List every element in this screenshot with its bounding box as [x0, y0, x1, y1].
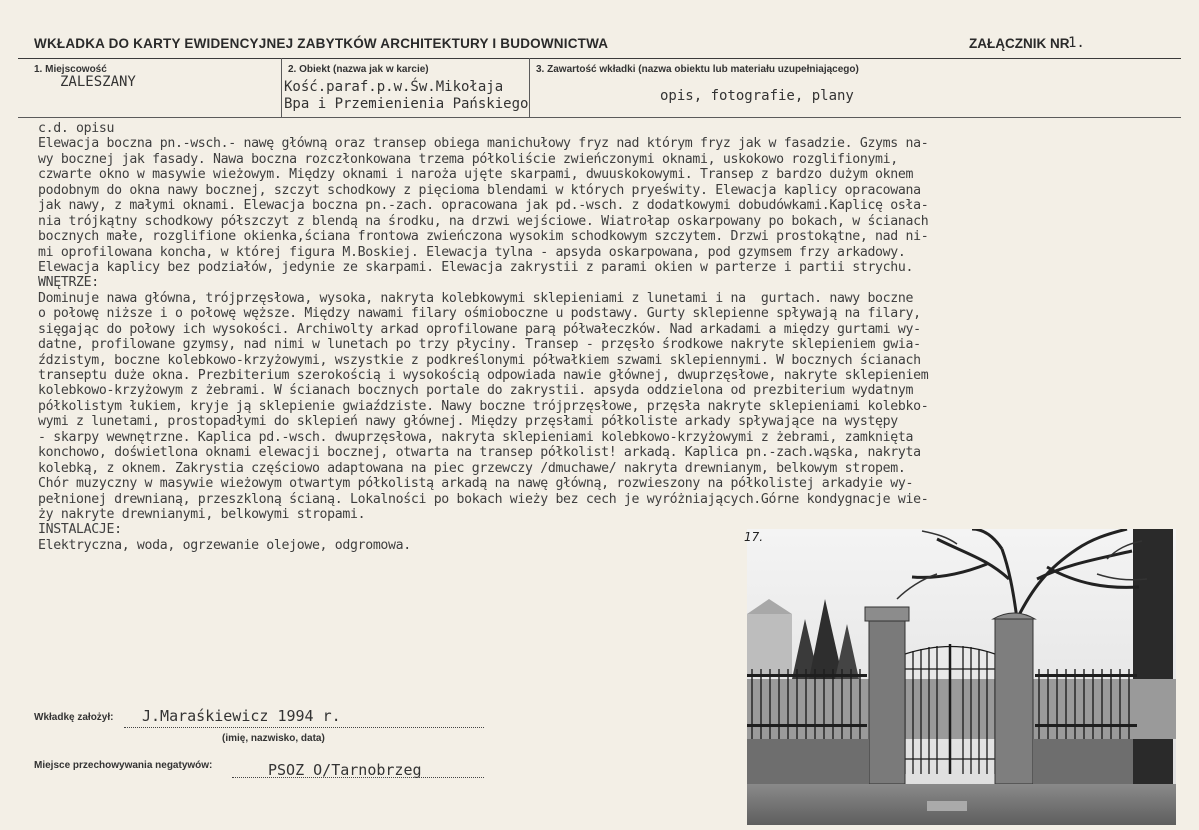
- description-line: konchowo, doświetlona oknami elewacji bocznej, otwarta na transep półkolist! arkadą. Kaplica pn.-zach.wąska, nakryta: [38, 445, 921, 461]
- form-title: WKŁADKA DO KARTY EWIDENCYJNEJ ZABYTKÓW ARCHITEKTURY I BUDOWNICTWA: [34, 36, 609, 51]
- description-line: bocznych małe, rozglifione okienka,ściana frontowa zwieńczona wysokim schodkowym szczytem. Drzwi prostokątne, nad ni-: [38, 229, 929, 245]
- description-line: czwarte okno w masywie wieżowym. Między oknami i naroża ujęte skarpami, dwuuskokowymi. Transep z bardzo dużym oknem: [38, 167, 914, 183]
- contents-value: opis, fotografie, plany: [660, 88, 854, 104]
- description-line: transeptu duże okna. Prezbiterium szerokością i wysokością odpowiada nawie głównej, dwuprzęsłowe, nakryte sklepieniem: [38, 368, 929, 383]
- object-value-line2: Bpa i Przemienienia Pańskiego: [284, 96, 529, 112]
- locality-label: 1. Miejscowość: [34, 64, 107, 75]
- description-line: pełnionej drewnianą, przeszkloną ścianą. Lokalności po bokach wieży bez cech je wyróżniających.Górne kondygnacje wie-: [38, 491, 929, 507]
- description-line: ździstym, boczne kolebkowo-krzyżowymi, wszystkie z podkreślonymi półwałkiem szwami sklepiennymi. W bocznych ścianach: [38, 352, 921, 368]
- author-label: Wkładkę założył:: [34, 712, 114, 723]
- description-line: mi oprofilowana koncha, w której figura M.Boskiej. Elewacja tylna - apsyda oskarpowana, pod gzymsem frzy arkadowy.: [38, 244, 906, 260]
- author-dotted-line: [124, 727, 484, 728]
- description-line: wymi z lunetami, prostopadłymi do sklepień nawy głównej. Między przęsłami półkoliste arkady spływające na występy: [38, 414, 898, 430]
- description-line: kolebkowo-krzyżowym z żebrami. W ścianach bocznych portale do zakrystii. apsyda oddzielona od prezbiterium wydatnym: [38, 383, 914, 399]
- contents-label: 3. Zawartość wkładki (nazwa obiektu lub materiału uzupełniającego): [536, 64, 859, 75]
- description-line: kolebką, z oknem. Zakrystia częściowo adaptowana na piec grzewczy /dmuchawe/ nakryta drewnianym, belkowym stropem.: [38, 460, 906, 476]
- author-value: J.Maraśkiewicz 1994 r.: [142, 707, 341, 725]
- object-value-line1: Kość.paraf.p.w.Św.Mikołaja: [284, 79, 504, 95]
- object-label: 2. Obiekt (nazwa jak w karcie): [288, 64, 429, 75]
- field-separator: [529, 58, 530, 117]
- description-line: c.d. opisu: [38, 121, 115, 136]
- description-line: podobnym do okna nawy bocznej, szczyt schodkowy z pięcioma blendami w których pryeświty. Elewacja kaplicy opracowana: [38, 182, 921, 198]
- photo-image: [747, 529, 1176, 825]
- description-line: - skarpy wewnętrzne. Kaplica pd.-wsch. dwuprzęsłowa, nakryta sklepieniami kolebkowo-krzyżowymi z żebrami, zamknięta: [38, 429, 914, 445]
- description-line: ży nakryte drewnianymi, belkowymi stropami.: [38, 506, 366, 522]
- gate-photograph: [747, 529, 1176, 825]
- description-line: datne, profilowane gzymsy, nad nimi w lunetach po trzy płyciny. Transep - przęsło środkowe nakryte sklepieniem gwia-: [38, 337, 921, 353]
- description-line: o połowę niższe i o połowę węższe. Między nawami filary ośmioboczne u podstawy. Gurty sklepienne spływają na filary,: [38, 306, 921, 322]
- description-line: INSTALACJE:: [38, 522, 122, 538]
- description-line: Dominuje nawa główna, trójprzęsłowa, wysoka, nakryta kolebkowymi sklepieniami z lunetami i na gurtach. nawy boczne: [38, 290, 914, 306]
- fields-rule: [18, 117, 1181, 118]
- negatives-label: Miejsce przechowywania negatywów:: [34, 760, 213, 771]
- description-line: WNĘTRZE:: [38, 275, 99, 291]
- header-rule: [18, 58, 1181, 59]
- locality-value: ZALESZANY: [60, 74, 136, 90]
- description-text: [38, 121, 1168, 553]
- description-line: wy bocznej jak fasady. Nawa boczna rozczłonkowana trzema półkoliście zwieńczonymi oknami, uskokowo rozglifionymi,: [38, 151, 898, 167]
- description-line: nia trójkątny schodkowy półszczyt z blendą na środku, na drzwi wejściowe. Wiatrołap oskarpowany po bokach, w ścianach: [38, 213, 929, 229]
- description-line: sięgając do połowy ich wysokości. Archiwolty arkad oprofilowane parą półwałeczków. Nad arkadami a między gurtami wy-: [38, 321, 921, 337]
- author-sublabel: (imię, nazwisko, data): [222, 733, 325, 744]
- description-line: Elektryczna, woda, ogrzewanie olejowe, odgromowa.: [38, 537, 411, 553]
- description-line: Chór muzyczny w masywie wieżowym otwartym półkolistą arkadą na nawę główną, rozwieszony na półkolistej arkadyie wy-: [38, 476, 914, 492]
- photo-number: 17.: [744, 530, 764, 544]
- annex-number: 1.: [1068, 35, 1085, 51]
- negatives-value: PSOZ O/Tarnobrzeg: [268, 761, 422, 779]
- description-line: półkolistym łukiem, kryje ją sklepienie gwiaździste. Nawy boczne trójprzęsłowe, przęsła nakryte sklepieniami kolebko-: [38, 398, 929, 414]
- field-separator: [281, 58, 282, 117]
- description-line: Elewacja boczna pn.-wsch.- nawę główną oraz transep obiega manichułowy fryz nad którym fryz jak w fasadzie. Gzyms na-: [38, 136, 929, 152]
- negatives-dotted-line: [232, 777, 484, 778]
- annex-label: ZAŁĄCZNIK NR: [969, 36, 1070, 51]
- description-line: Elewacja kaplicy bez podziałów, jedynie ze skarpami. Elewacja zakrystii z parami okien w parterze i partii strychu.: [38, 259, 914, 275]
- description-line: jak nawy, z małymi oknami. Elewacja boczna pn.-zach. opracowana jak pd.-wsch. z dodatkowymi dobudówkami.Kaplicę osła-: [38, 198, 929, 214]
